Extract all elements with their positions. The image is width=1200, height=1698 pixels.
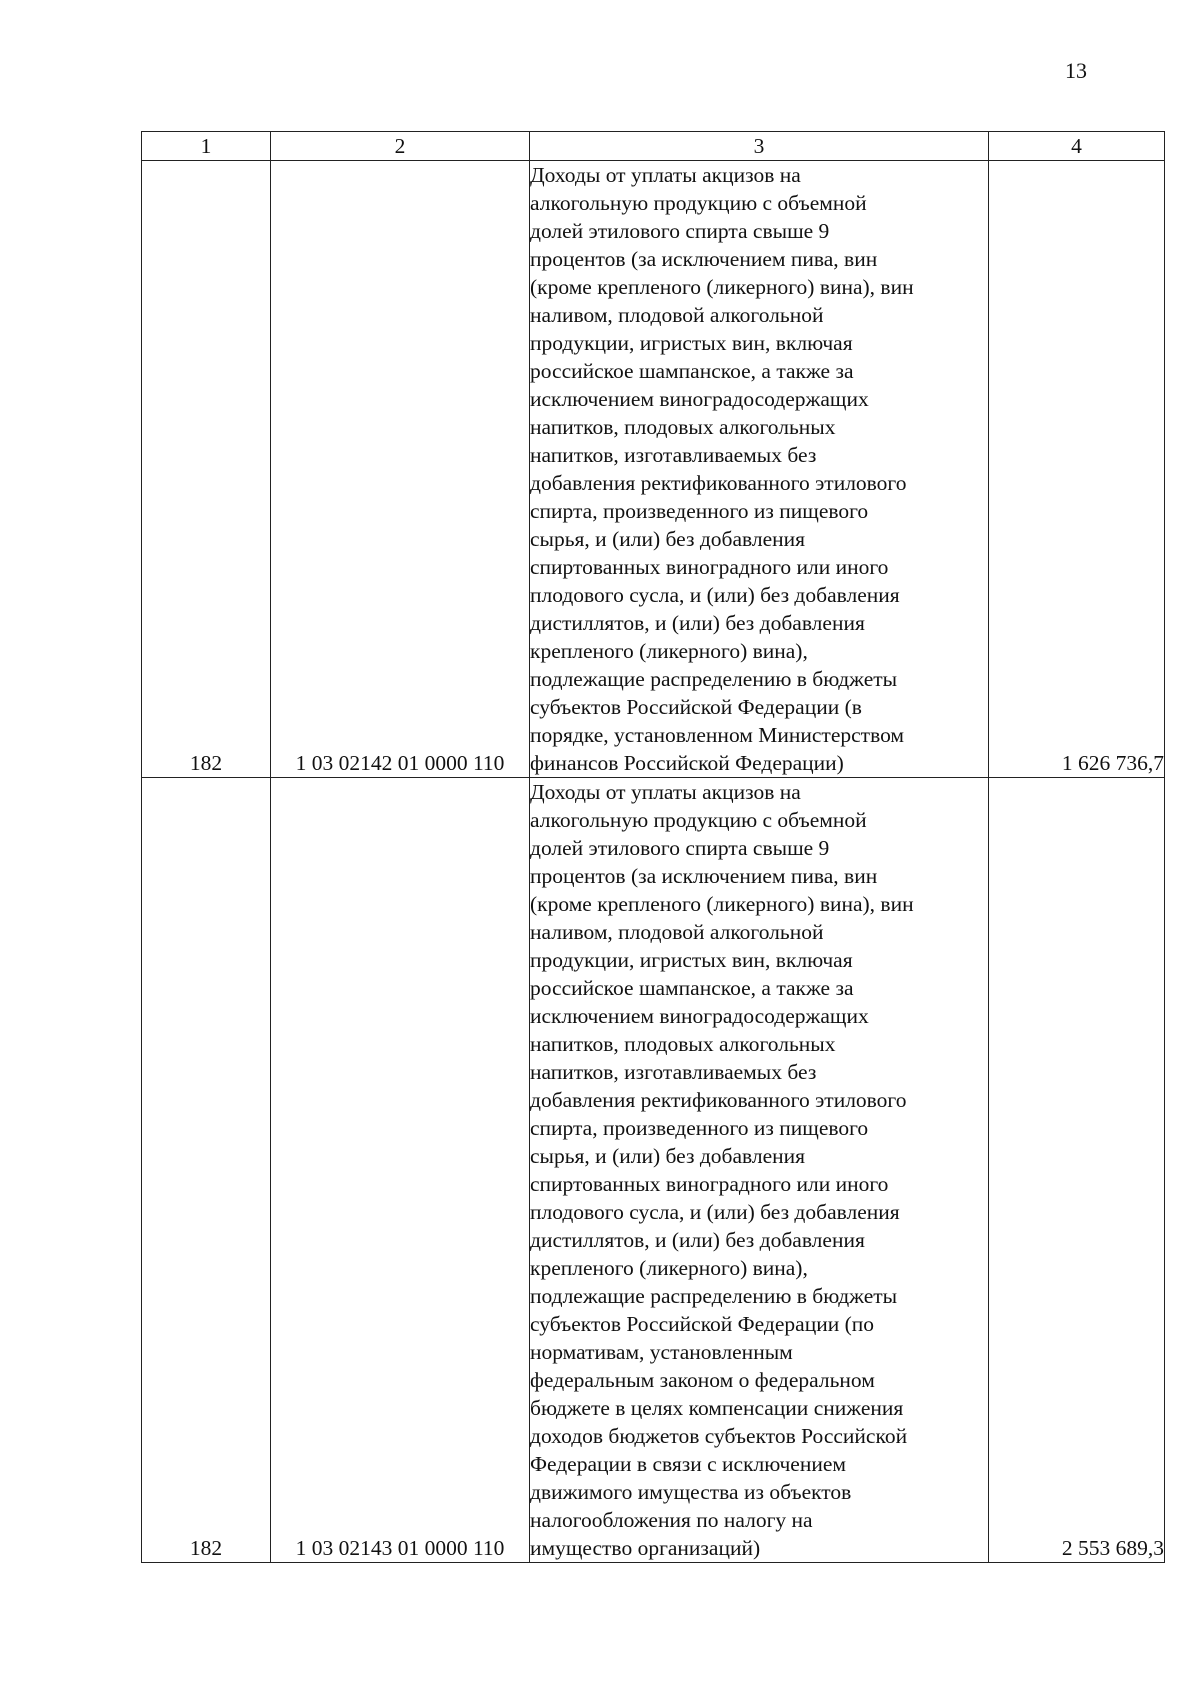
table-row bbox=[142, 778, 1165, 1563]
table-row bbox=[142, 161, 1165, 778]
page-number: 13 bbox=[1065, 58, 1087, 83]
column-header-2: 2 bbox=[271, 132, 530, 161]
kbk-code-cell: 1 03 02143 01 0000 110 bbox=[271, 778, 530, 1563]
amount-cell: 1 626 736,7 bbox=[989, 161, 1165, 778]
admin-code-cell: 182 bbox=[142, 161, 271, 778]
description-cell: Доходы от уплаты акцизов на алкогольную продукцию с объемной долей этилового спирта свыше 9 процентов (за исключением пива, вин (кроме крепленого (ликерного) вина), вин наливом, плодовой алкогольной продукции, игристых вин, включая российское шампанское, а также за исключением виноградосодержащих напитков, плодовых алкогольных напитков, изготавливаемых без добавления ректификованного этилового спирта, произведенного из пищевого сырья, и (или) без добавления спиртованных виноградного или иного плодового сусла, и (или) без добавления дистиллятов, и (или) без добавления крепленого (ликерного) вина), подлежащие распределению в бюджеты субъектов Российской Федерации (в порядке, установленном Министерством финансов Российской Федерации) bbox=[530, 161, 989, 778]
table-header-row bbox=[142, 132, 1165, 161]
description-cell: Доходы от уплаты акцизов на алкогольную продукцию с объемной долей этилового спирта свыше 9 процентов (за исключением пива, вин (кроме крепленого (ликерного) вина), вин наливом, плодовой алкогольной продукции, игристых вин, включая российское шампанское, а также за исключением виноградосодержащих напитков, плодовых алкогольных напитков, изготавливаемых без добавления ректификованного этилового спирта, произведенного из пищевого сырья, и (или) без добавления спиртованных виноградного или иного плодового сусла, и (или) без добавления дистиллятов, и (или) без добавления крепленого (ликерного) вина), подлежащие распределению в бюджеты субъектов Российской Федерации (по нормативам, установленным федеральным законом о федеральном бюджете в целях компенсации снижения доходов бюджетов субъектов Российской Федерации в связи с исключением движимого имущества из объектов налогообложения по налогу на имущество организаций) bbox=[530, 778, 989, 1563]
admin-code-cell: 182 bbox=[142, 778, 271, 1563]
kbk-code-cell: 1 03 02142 01 0000 110 bbox=[271, 161, 530, 778]
amount-cell: 2 553 689,3 bbox=[989, 778, 1165, 1563]
column-header-3: 3 bbox=[530, 132, 989, 161]
revenue-table bbox=[141, 131, 1165, 1563]
column-header-1: 1 bbox=[142, 132, 271, 161]
column-header-4: 4 bbox=[989, 132, 1165, 161]
